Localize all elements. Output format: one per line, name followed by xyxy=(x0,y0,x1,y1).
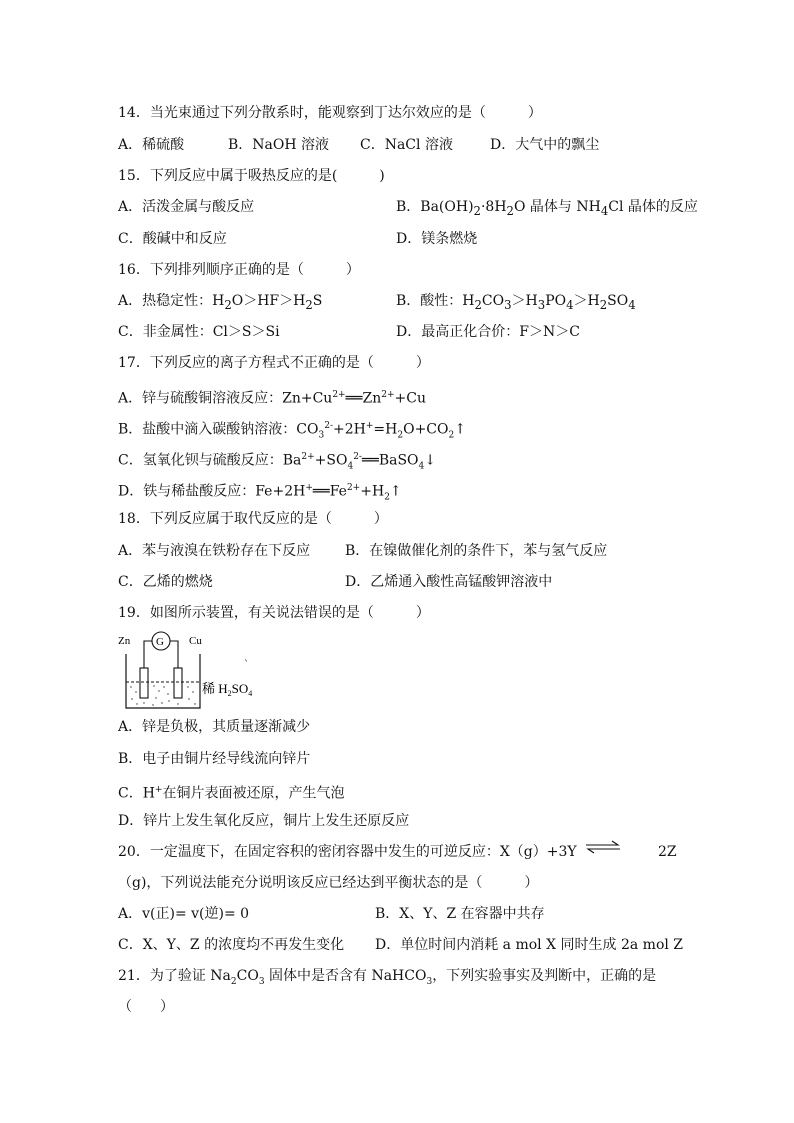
galvanometer-label: G xyxy=(156,636,164,648)
stray-mark: ˋ xyxy=(244,660,249,671)
q18-option-d: D．乙烯通入酸性高锰酸钾溶液中 xyxy=(345,574,553,590)
q18-stem: 18．下列反应属于取代反应的是（ ） xyxy=(118,511,388,527)
q18-option-c: C．乙烯的燃烧 xyxy=(118,574,213,590)
q16-option-b: B．酸性：$H_2CO_3>H_3PO_4>H_2SO_4$ xyxy=(396,293,636,312)
q16-option-a: A．热稳定性：$H_2O>HF>H_2S$ xyxy=(118,293,323,312)
q21-stem-line2: （ ） xyxy=(118,999,174,1015)
q15-option-d: D．镁条燃烧 xyxy=(396,231,478,247)
q19-option-c: C．H+在铜片表面被还原，产生气泡 xyxy=(118,785,345,802)
zn-label: Zn xyxy=(118,635,131,647)
q19-option-b: B．电子由铜片经导线流向锌片 xyxy=(118,751,311,767)
q19-stem: 19．如图所示装置，有关说法错误的是（ ） xyxy=(118,605,430,621)
q20-stem-line1: 20．一定温度下，在固定容积的密闭容器中发生的可逆反应：X（g）+3Y xyxy=(118,844,577,860)
q20-option-a: A．v(正)= v(逆)= 0 xyxy=(118,906,250,922)
zn-electrode xyxy=(140,668,148,698)
q15-option-b: B．$Ba(OH)_2\cdot 8H_2O$ 晶体与 $NH_4Cl$ 晶体的反应 xyxy=(396,199,698,218)
q14-option-d: D．大气中的飘尘 xyxy=(490,137,600,153)
q17-stem: 17．下列反应的离子方程式不正确的是（ ） xyxy=(118,355,430,371)
q19-option-a: A．锌是负极，其质量逐渐减少 xyxy=(118,719,311,735)
q18-option-b: B．在镍做催化剂的条件下，苯与氢气反应 xyxy=(345,543,608,559)
q14-option-c: C．NaCl 溶液 xyxy=(360,137,453,153)
q14-stem: 14．当光束通过下列分散系时，能观察到丁达尔效应的是（ ） xyxy=(118,105,542,121)
q20-option-d: D．单位时间内消耗 a mol X 同时生成 2a mol Z xyxy=(375,937,684,953)
q17-option-c: C．氢氧化钡与硫酸反应：$Ba^{2+}+SO_4^{2-}══BaSO_4↓$ xyxy=(118,452,436,472)
beaker xyxy=(126,654,200,708)
q21-stem: 21．为了验证 $Na_2CO_3$ 固体中是否含有 NaHCO$_3$，下列实验事实及判断中，正确的是 xyxy=(118,968,657,987)
q16-option-c: C．非金属性：Cl＞S＞Si xyxy=(118,324,280,340)
q17-option-a: A．锌与硫酸铜溶液反应：$Zn+Cu^{2+}══Zn^{2+}+Cu$ xyxy=(118,390,426,407)
q18-option-a: A．苯与液溴在铁粉存在下反应 xyxy=(118,543,311,559)
q20-stem-line2: （g)，下列说法能充分说明该反应已经达到平衡状态的是（ ） xyxy=(118,875,539,891)
q14-option-b: B．NaOH 溶液 xyxy=(228,137,330,153)
q15-option-a: A．活泼金属与酸反应 xyxy=(118,199,255,215)
equilibrium-arrow-icon xyxy=(584,838,622,858)
q16-stem: 16．下列排列顺序正确的是（ ） xyxy=(118,262,360,278)
q20-product: 2Z xyxy=(658,844,677,860)
q14-option-a: A．稀硫酸 xyxy=(118,137,185,153)
q16-option-d: D．最高正化合价：F＞N＞C xyxy=(396,324,580,340)
q15-option-c: C．酸碱中和反应 xyxy=(118,231,227,247)
q17-option-b: B．盐酸中滴入碳酸钠溶液：$CO_3^{2-}+2H^+=H_2O+CO_2↑$ xyxy=(118,421,466,441)
q15-stem: 15．下列反应中属于吸热反应的是( ) xyxy=(118,168,385,184)
q17-option-d: D．铁与稀盐酸反应：$Fe+2H^+══Fe^{2+}+H_2↑$ xyxy=(118,483,402,503)
cu-electrode xyxy=(174,668,182,698)
q20-option-c: C．X、Y、Z 的浓度均不再发生变化 xyxy=(118,937,345,953)
q19-option-d: D．锌片上发生氧化反应，铜片上发生还原反应 xyxy=(118,813,410,829)
q20-option-b: B．X、Y、Z 在容器中共存 xyxy=(375,906,545,922)
acid-label: 稀 $H_2SO_4$ xyxy=(202,681,253,698)
cu-label: Cu xyxy=(189,635,202,647)
